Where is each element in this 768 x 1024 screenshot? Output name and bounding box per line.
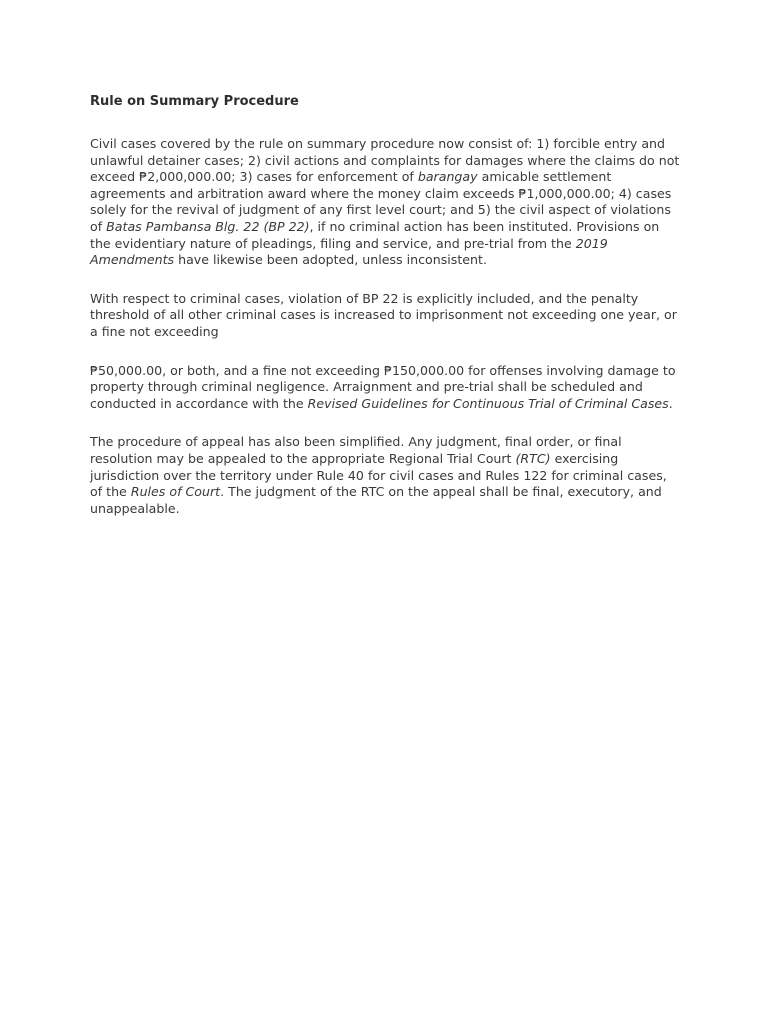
italic-run: 2019 Amendments xyxy=(90,235,608,268)
text-run: With respect to criminal cases, violation of BP 22 is explicitly included, and the penalty threshold of all other criminal cases is increased to imprisonment not exceeding one year, or a fine not exceeding xyxy=(90,290,677,339)
text-run: Civil cases covered by the rule on summary procedure now consist of: 1) forcible entry and unlawful detainer cases; 2) civil actions and complaints for damages where the claims do not exceed ₱2,000,000.00; 3) cases for enforcement of xyxy=(90,136,680,185)
italic-run: Rules of Court xyxy=(130,484,221,500)
text-run: exercising jurisdiction over the territory under Rule 40 for civil cases and Rules 122 for criminal cases, of the xyxy=(90,450,667,500)
document-page xyxy=(90,93,680,539)
document-title: Rule on Summary Procedure xyxy=(90,94,299,109)
italic-run: Revised Guidelines for Continuous Trial of Criminal Cases xyxy=(307,395,669,411)
italic-run: (RTC) xyxy=(515,450,551,466)
text-run: amicable settlement agreements and arbitration award where the money claim exceeds ₱1,000,000.00; 4) cases solely for the revival of judgment of any first level court; and 5) the civil aspect of violations of xyxy=(90,169,672,234)
text-run: ₱50,000.00, or both, and a fine not exceeding ₱150,000.00 for offenses involving damage to property through criminal negligence. Arraignment and pre-trial shall be scheduled and conducted in accordance with the xyxy=(90,362,676,411)
paragraph-criminal-cases xyxy=(90,291,680,341)
italic-run: barangay xyxy=(417,169,478,185)
text-run: have likewise been adopted, unless inconsistent. xyxy=(174,252,487,268)
text-run: The procedure of appeal has also been simplified. Any judgment, final order, or final resolution may be appealed to the appropriate Regional Trial Court xyxy=(90,434,622,466)
paragraph-civil-cases xyxy=(90,136,680,269)
text-run: . The judgment of the RTC on the appeal shall be final, executory, and unappealable. xyxy=(90,484,662,516)
text-run: , if no criminal action has been instituted. Provisions on the evidentiary nature of pleadings, filing and service, and pre-trial from the xyxy=(90,218,660,251)
paragraph-appeal xyxy=(90,434,680,517)
italic-run: Batas Pambansa Blg. 22 (BP 22) xyxy=(106,218,310,234)
paragraph-fines xyxy=(90,363,680,413)
text-run: . xyxy=(668,395,673,411)
